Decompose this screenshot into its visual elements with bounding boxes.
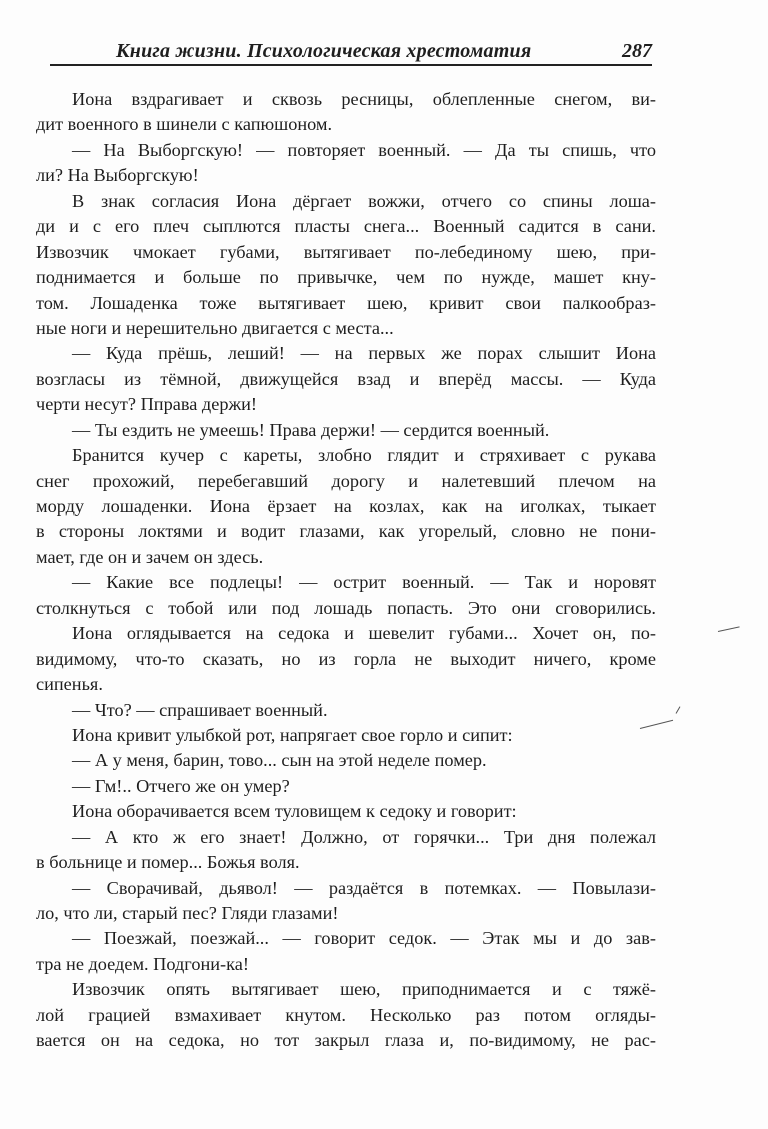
- text-line: возгласы из тёмной, движущейся взад и вперёд массы. — Куда: [36, 368, 656, 389]
- text-line: Иона вздрагивает и сквозь ресницы, облепленные снегом, ви-: [72, 89, 656, 109]
- text-line: — А кто ж его знает! Должно, от горячки... Три дня полежал: [72, 826, 656, 847]
- text-line: морду лошаденки. Иона ёрзает на козлах, как на иголках, тыкает: [36, 496, 656, 516]
- text-line: лой грацией взмахивает кнутом. Несколько раз потом огляды-: [36, 1004, 656, 1025]
- text-line: Иона кривит улыбкой рот, напрягает свое горло и сипит:: [72, 724, 513, 745]
- book-title: Книга жизни. Психологическая хрестоматия: [116, 40, 532, 62]
- scan-mark: [676, 706, 681, 713]
- text-line: черти несут? Ппрaва держи!: [36, 394, 257, 415]
- text-line: ли? На Выборгскую!: [36, 165, 199, 186]
- text-line: вается он на седока, но тот закрыл глаза и, по-видимому, не рас-: [36, 1030, 656, 1051]
- text-line: дит военного в шинели с капюшоном.: [36, 114, 333, 135]
- text-line: ные ноги и нерешительно двигается с места...: [36, 317, 394, 338]
- text-line: сипенья.: [36, 674, 103, 695]
- text-line: мает, где он и зачем он здесь.: [36, 546, 264, 567]
- scan-mark: [718, 626, 740, 632]
- text-line: — А у меня, барин, тово... сын на этой неделе помер.: [72, 750, 487, 771]
- text-line: — Поезжай, поезжай... — говорит седок. — Этак мы и до зав-: [72, 928, 656, 949]
- text-line: снег прохожий, перебегавший дорогу и налетевший плечом на: [36, 470, 656, 491]
- text-line: — Ты ездить не умеешь! Права держи! — сердится военный.: [72, 419, 550, 440]
- text-line: тра не доедем. Подгони-ка!: [36, 953, 249, 974]
- text-line: Извозчик опять вытягивает шею, приподнимается и с тяжё-: [72, 979, 656, 1000]
- text-line: Иона оглядывается на седока и шевелит губами... Хочет он, по-: [72, 623, 656, 644]
- text-line: В знак согласия Иона дёргает вожжи, отчего со спины лоша-: [72, 190, 656, 211]
- text-line: — Сворачивай, дьявол! — раздаётся в потемках. — Повылази-: [72, 877, 656, 898]
- text-line: Бранится кучер с кареты, злобно глядит и стряхивает с рукава: [72, 445, 656, 466]
- text-line: — Какие все подлецы! — острит военный. — Так и норовят: [72, 572, 656, 593]
- text-line: видимому, что-то сказать, но из горла не выходит ничего, кроме: [36, 648, 656, 669]
- text-line: — Куда прёшь, леший! — на первых же порах слышит Иона: [72, 343, 656, 364]
- text-line: столкнуться с тобой или под лошадь попасть. Это они сговорились.: [36, 597, 656, 618]
- text-line: — Гм!.. Отчего же он умер?: [72, 775, 290, 796]
- text-line: — На Выборгскую! — повторяет военный. — Да ты спишь, что: [72, 139, 656, 160]
- text-line: Извозчик чмокает губами, вытягивает по-лебединому шею, при-: [36, 241, 656, 262]
- text-line: поднимается и больше по привычке, чем по нужде, машет кну-: [36, 267, 656, 288]
- page-number: 287: [622, 40, 652, 62]
- body-text: [36, 87, 656, 1054]
- text-line: — Что? — спрашивает военный.: [72, 699, 328, 720]
- text-line: в больнице и помер... Божья воля.: [36, 852, 300, 873]
- text-line: Иона оборачивается всем туловищем к седоку и говорит:: [72, 801, 517, 822]
- text-line: ди и с его плеч сыплются пласты снега... Военный садится в сани.: [36, 216, 656, 237]
- running-header: [50, 40, 652, 66]
- text-line: ло, что ли, старый пес? Гляди глазами!: [36, 903, 339, 923]
- text-line: том. Лошаденка тоже вытягивает шею, кривит свои палкообраз-: [36, 292, 656, 313]
- text-line: в стороны локтями и водит глазами, как угорелый, словно не пони-: [36, 521, 656, 542]
